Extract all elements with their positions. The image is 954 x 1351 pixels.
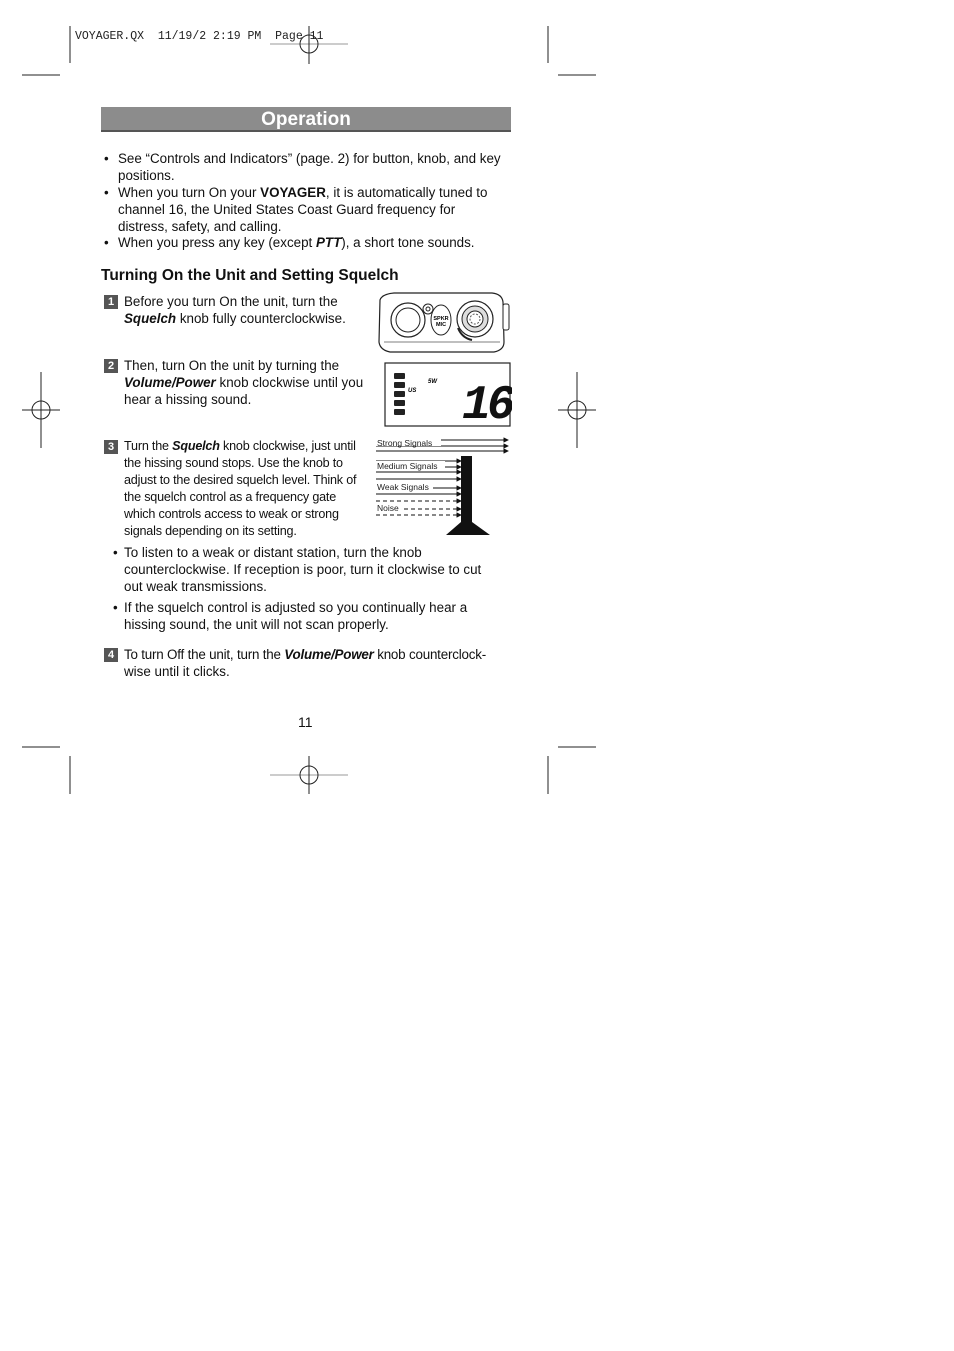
jack-label-2: MIC — [435, 322, 447, 328]
squelch-signal-diagram — [372, 432, 512, 538]
page-number: 11 — [298, 714, 313, 730]
step-1-text: Before you turn On the unit, turn the Squelch knob fully counterclockwise. — [124, 294, 346, 326]
control-name: Volume/Power — [284, 647, 374, 662]
step-4-text: To turn Off the unit, turn the Volume/Power knob counterclock- wise until it clicks. — [124, 647, 486, 679]
channel-number: 16 — [462, 379, 512, 428]
registration-mark-left — [22, 372, 60, 448]
registration-mark-right — [558, 372, 596, 448]
weak-signals-label: Weak Signals — [377, 482, 429, 492]
section-title: Operation — [101, 107, 511, 132]
intro-bullet-3: • When you press any key (except PTT), a short tone sounds. — [104, 235, 475, 250]
step-number-1: 1 — [104, 295, 118, 309]
step-number-2: 2 — [104, 359, 118, 373]
power-indicator: 5W — [428, 379, 437, 385]
intro-bullet-1: • See “Controls and Indicators” (page. 2) for button, knob, and key positions. — [104, 151, 501, 183]
squelch-gate-icon — [446, 456, 490, 535]
brand-name: VOYAGER — [260, 185, 326, 200]
bullet-line: See “Controls and Indicators” (page. 2) for button, knob, and key — [118, 151, 501, 166]
step-2-text: Then, turn On the unit by turning the Volume/Power knob clockwise until you hear a hissing sound. — [124, 358, 364, 407]
control-name: Squelch — [172, 439, 220, 453]
step-number-3: 3 — [104, 440, 118, 454]
step-3-text: Turn the Squelch knob clockwise, just until the hissing sound stops. Use the knob to adjust to the desired squelch level. Think of the squelch control as a frequency gate which controls access to weak or strong signals depending on its setting. — [124, 439, 357, 538]
intro-bullet-2: • When you turn On your VOYAGER, it is automatically tuned to channel 16, the United States Coast Guard frequency for distress, safety, and calling. — [104, 185, 488, 234]
sub-bullet-1: • To listen to a weak or distant station, turn the knob counterclockwise. If reception is poor, turn it clockwise to cut out weak transmissions. — [113, 545, 482, 594]
medium-signals-label: Medium Signals — [377, 461, 438, 471]
print-slug: VOYAGER.QX 11/19/2 2:19 PM Page 11 — [75, 30, 324, 43]
control-name: Volume/Power — [124, 375, 216, 390]
strong-signals-label: Strong Signals — [377, 438, 433, 448]
squelch-knob-icon — [391, 303, 425, 337]
control-name: Squelch — [124, 311, 177, 326]
sub-bullet-2: • If the squelch control is adjusted so you continually hear a hissing sound, the unit will not scan properly. — [113, 600, 468, 632]
step-number-4: 4 — [104, 648, 118, 662]
region-indicator: US — [408, 388, 417, 394]
speaker-mic-jack-icon — [431, 305, 451, 335]
lcd-display-illustration — [384, 362, 512, 428]
bullet-line: positions. — [118, 168, 175, 183]
jack-label-1: SPKR — [433, 316, 449, 322]
key-name: PTT — [315, 235, 342, 250]
noise-label: Noise — [377, 503, 399, 513]
radio-top-illustration — [374, 290, 514, 360]
subheading: Turning On the Unit and Setting Squelch — [101, 267, 399, 284]
